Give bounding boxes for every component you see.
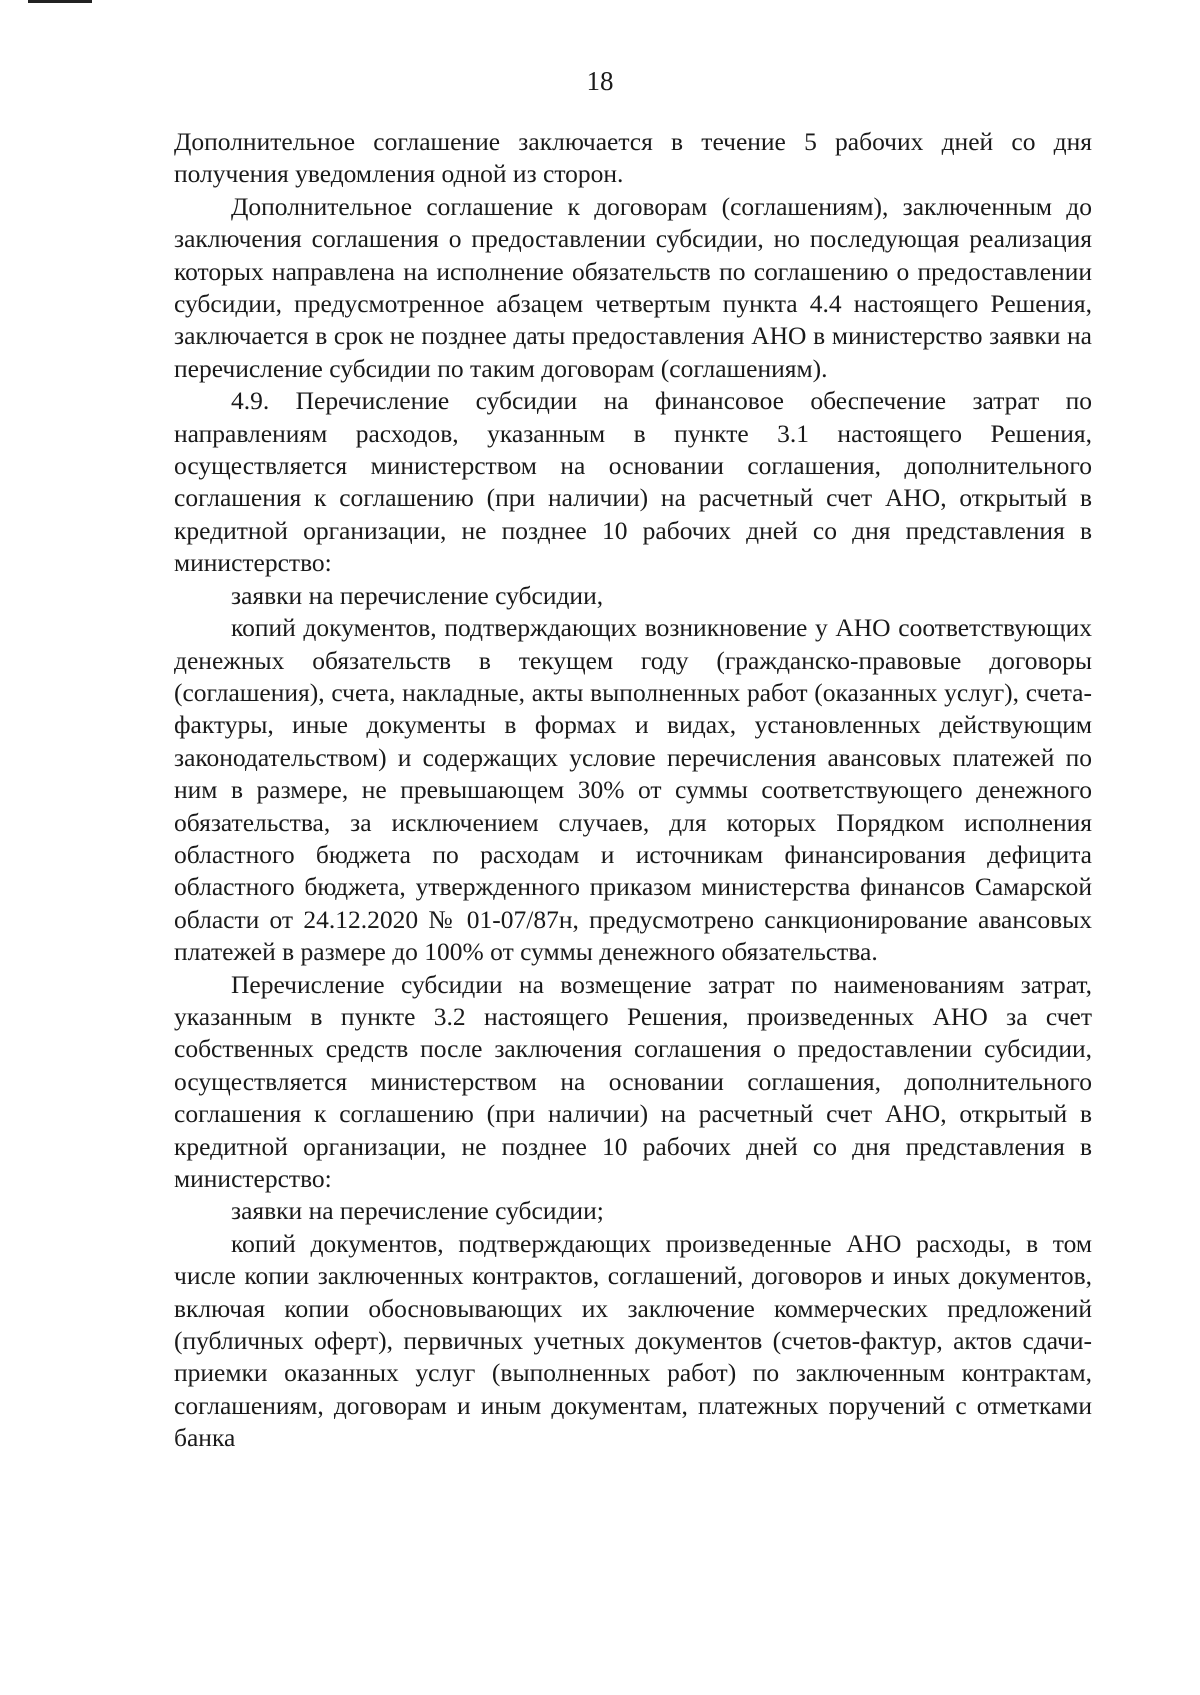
paragraph-4: заявки на перечисление субсидии,	[231, 580, 604, 610]
scan-edge-mark	[28, 0, 92, 3]
paragraph-3: 4.9. Перечисление субсидии на финансовое обеспечение затрат по направлениям расходов, указанным в пункте 3.1 настоящего Решения, осуществляется министерством на основании соглашения, дополнительного соглашения к соглашению (при наличии) на расчетный счет АНО, открытый в кредитной организации, не позднее 10 рабочих дней со дня представления в министерство:	[174, 386, 1092, 578]
document-body	[174, 126, 1092, 1455]
paragraph-6: Перечисление субсидии на возмещение затрат по наименованиям затрат, указанным в пункте 3.2 настоящего Решения, произведенных АНО за счет собственных средств после заключения соглашения о предоставлении субсидии, осуществляется министерством на основании соглашения, дополнительного соглашения к соглашению (при наличии) на расчетный счет АНО, открытый в кредитной организации, не позднее 10 рабочих дней со дня представления в министерство:	[174, 969, 1092, 1193]
paragraph-7: заявки на перечисление субсидии;	[231, 1196, 604, 1226]
paragraph-1: Дополнительное соглашение заключается в течение 5 рабочих дней со дня получения уведомления одной из сторон.	[174, 127, 1092, 189]
paragraph-2: Дополнительное соглашение к договорам (соглашениям), заключенным до заключения соглашения о предоставлении субсидии, но последующая реализация которых направлена на исполнение обязательств по соглашению о предоставлении субсидии, предусмотренное абзацем четвертым пункта 4.4 настоящего Решения, заключается в срок не позднее даты предоставления АНО в министерство заявки на перечисление субсидии по таким договорам (соглашениям).	[174, 191, 1092, 383]
paragraph-5: копий документов, подтверждающих возникновение у АНО соответствующих денежных обязательств в текущем году (гражданско-правовые договоры (соглашения), счета, накладные, акты выполненных работ (оказанных услуг), счета-фактуры, иные документы в формах и видах, установленных действующим законодательством) и содержащих условие перечисления авансовых платежей по ним в размере, не превышающем 30% от суммы соответствующего денежного обязательства, за исключением случаев, для которых Порядком исполнения областного бюджета по расходам и источникам финансирования дефицита областного бюджета, утвержденного приказом министерства финансов Самарской области от 24.12.2020 № 01-07/87н, предусмотрено санкционирование авансовых платежей в размере до 100% от суммы денежного обязательства.	[174, 613, 1092, 967]
paragraph-8: копий документов, подтверждающих произведенные АНО расходы, в том числе копии заключенных контрактов, соглашений, договоров и иных документов, включая копии обосновывающих их заключение коммерческих предложений (публичных оферт), первичных учетных документов (счетов-фактур, актов сдачи-приемки оказанных услуг (выполненных работ) по заключенным контрактам, соглашениям, договорам и иным документам, платежных поручений с отметками банка	[174, 1228, 1092, 1453]
page-number: 18	[586, 66, 614, 96]
